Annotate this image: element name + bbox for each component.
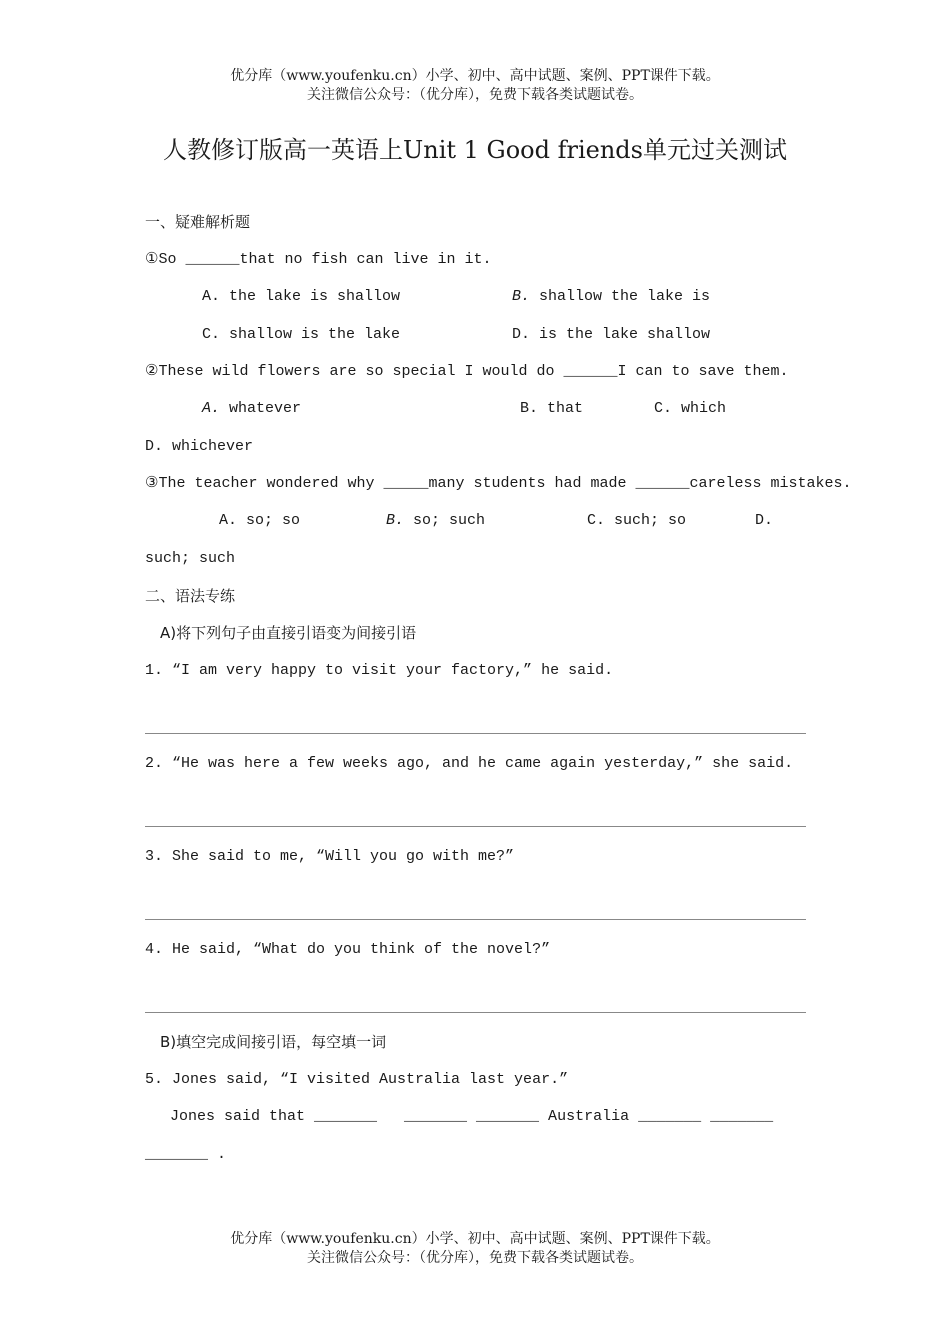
- q2-option-a-text: whatever: [220, 400, 302, 417]
- q2-option-d: D. whichever: [145, 438, 254, 455]
- section1-heading: 一、疑难解析题: [145, 213, 251, 231]
- q2-option-b: B. that: [520, 400, 584, 417]
- q3-option-b-text: so; such: [404, 512, 486, 529]
- item-5-blanks-line-1[interactable]: Jones said that _______ _______ _______ Australia _______ _______: [170, 1108, 774, 1125]
- q3-option-b-letter: B.: [386, 512, 405, 529]
- item-5-stem: 5. Jones said, “I visited Australia last year.”: [145, 1071, 569, 1088]
- q2-option-a-letter: A.: [202, 400, 221, 417]
- answer-line-2[interactable]: [145, 826, 806, 827]
- q1-option-d: D. is the lake shallow: [512, 326, 711, 343]
- page-title: 人教修订版高一英语上Unit 1 Good friends单元过关测试: [163, 136, 787, 164]
- q3-option-a: A. so; so: [219, 512, 301, 529]
- answer-line-4[interactable]: [145, 1012, 806, 1013]
- header-line-2: 关注微信公众号：（优分库），免费下载各类试题试卷。: [307, 87, 643, 103]
- q1-option-b-text: shallow the lake is: [530, 288, 711, 305]
- answer-line-1[interactable]: [145, 733, 806, 734]
- q2-option-a: [202, 399, 301, 419]
- q2-stem: ②These wild flowers are so special I would do ______I can to save them.: [145, 363, 789, 380]
- q3-option-d-text: such; such: [145, 550, 236, 567]
- q1-option-a: A. the lake is shallow: [202, 288, 401, 305]
- item-5-blanks-line-2[interactable]: _______ .: [145, 1146, 227, 1163]
- q1-option-b: [512, 287, 710, 307]
- answer-line-3[interactable]: [145, 919, 806, 920]
- q1-stem: ①So ______that no fish can live in it.: [145, 251, 492, 268]
- q1-option-b-letter: B.: [512, 288, 531, 305]
- item-3: 3. She said to me, “Will you go with me?”: [145, 848, 515, 865]
- item-1: 1. “I am very happy to visit your factory,” he said.: [145, 662, 614, 679]
- q3-option-c: C. such; so: [587, 512, 687, 529]
- q3-option-b: [386, 511, 485, 531]
- section2-heading: 二、语法专练: [145, 587, 236, 605]
- q1-option-c: C. shallow is the lake: [202, 326, 401, 343]
- part-b-instruction: B)填空完成间接引语，每空填一词: [160, 1033, 387, 1051]
- q3-stem: ③The teacher wondered why _____many students had made ______careless mistakes.: [145, 475, 852, 492]
- part-a-instruction: A)将下列句子由直接引语变为间接引语: [160, 624, 417, 642]
- item-4: 4. He said, “What do you think of the novel?”: [145, 941, 551, 958]
- q2-option-c: C. which: [654, 400, 727, 417]
- footer-line-1: 优分库（www.youfenku.cn）小学、初中、高中试题、案例、PPT课件下载。: [230, 1231, 720, 1247]
- item-2: 2. “He was here a few weeks ago, and he came again yesterday,” she said.: [145, 755, 794, 772]
- header-line-1: 优分库（www.youfenku.cn）小学、初中、高中试题、案例、PPT课件下载。: [230, 68, 720, 84]
- q3-option-d-letter: D.: [755, 512, 774, 529]
- footer-line-2: 关注微信公众号：（优分库），免费下载各类试题试卷。: [307, 1250, 643, 1266]
